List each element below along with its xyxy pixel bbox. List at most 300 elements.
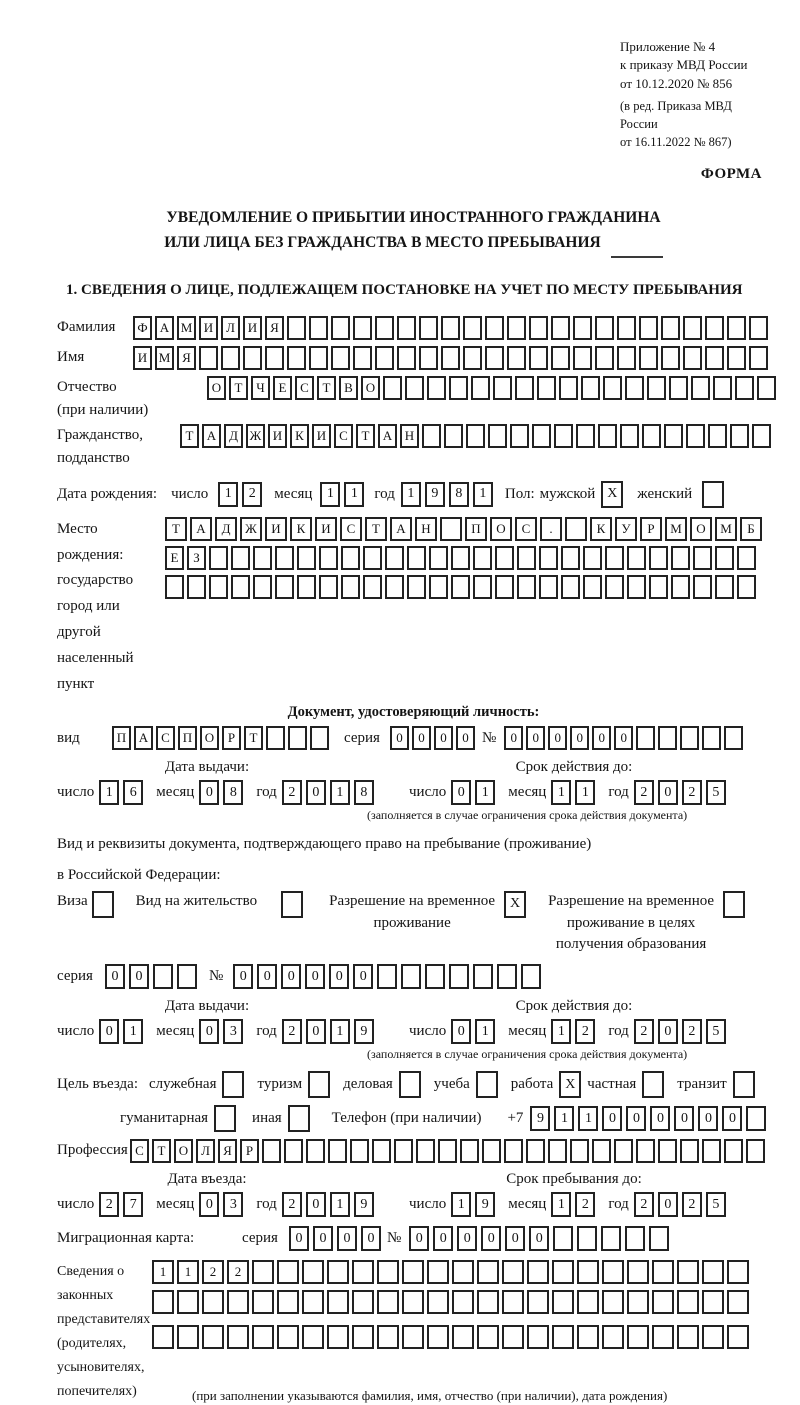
char-box[interactable] (705, 316, 724, 340)
char-box[interactable]: 1 (475, 1019, 495, 1044)
char-box[interactable]: 1 (475, 780, 495, 805)
char-box[interactable]: 2 (282, 780, 302, 805)
char-box[interactable] (680, 726, 699, 750)
char-box[interactable]: 1 (330, 780, 350, 805)
purpose-study-checkbox[interactable] (476, 1071, 498, 1098)
char-box[interactable] (352, 1260, 374, 1284)
char-box[interactable] (177, 964, 197, 989)
char-box[interactable] (592, 1139, 611, 1163)
char-box[interactable] (715, 546, 734, 570)
char-box[interactable]: 1 (551, 1019, 571, 1044)
char-box[interactable] (595, 316, 614, 340)
char-box[interactable] (577, 1260, 599, 1284)
char-box[interactable] (243, 346, 262, 370)
char-box[interactable] (554, 424, 573, 448)
char-box[interactable]: 0 (99, 1019, 119, 1044)
char-box[interactable] (737, 546, 756, 570)
char-box[interactable] (262, 1139, 281, 1163)
char-box[interactable]: М (155, 346, 174, 370)
char-box[interactable]: 2 (282, 1192, 302, 1217)
char-box[interactable]: 2 (634, 1192, 654, 1217)
char-box[interactable]: 0 (305, 964, 325, 989)
char-box[interactable] (253, 546, 272, 570)
char-box[interactable]: Т (229, 376, 248, 400)
char-box[interactable]: 1 (152, 1260, 174, 1284)
char-box[interactable] (652, 1325, 674, 1349)
char-box[interactable]: 0 (337, 1226, 357, 1251)
char-box[interactable] (485, 316, 504, 340)
char-box[interactable]: А (190, 517, 212, 541)
char-box[interactable]: 1 (578, 1106, 598, 1131)
char-box[interactable]: 8 (449, 482, 469, 507)
char-box[interactable]: 0 (199, 1019, 219, 1044)
char-box[interactable] (402, 1290, 424, 1314)
char-box[interactable] (749, 346, 768, 370)
char-box[interactable]: 0 (722, 1106, 742, 1131)
char-box[interactable] (627, 1290, 649, 1314)
char-box[interactable] (537, 376, 556, 400)
char-box[interactable]: З (187, 546, 206, 570)
char-box[interactable]: Я (265, 316, 284, 340)
char-box[interactable] (577, 1290, 599, 1314)
char-box[interactable] (661, 316, 680, 340)
char-box[interactable] (727, 316, 746, 340)
char-box[interactable]: 0 (353, 964, 373, 989)
char-box[interactable]: 1 (330, 1019, 350, 1044)
char-box[interactable] (617, 346, 636, 370)
char-box[interactable]: 0 (361, 1226, 381, 1251)
char-box[interactable] (605, 546, 624, 570)
char-box[interactable]: И (315, 517, 337, 541)
char-box[interactable] (419, 316, 438, 340)
char-box[interactable] (617, 316, 636, 340)
char-box[interactable] (504, 1139, 523, 1163)
char-box[interactable] (620, 424, 639, 448)
char-box[interactable] (416, 1139, 435, 1163)
char-box[interactable] (477, 1260, 499, 1284)
char-box[interactable] (377, 964, 397, 989)
char-box[interactable]: 0 (281, 964, 301, 989)
char-box[interactable] (302, 1325, 324, 1349)
char-box[interactable]: 9 (425, 482, 445, 507)
char-box[interactable]: 1 (320, 482, 340, 507)
char-box[interactable] (309, 316, 328, 340)
char-box[interactable] (353, 346, 372, 370)
char-box[interactable]: М (177, 316, 196, 340)
char-box[interactable]: 9 (530, 1106, 550, 1131)
char-box[interactable] (527, 1260, 549, 1284)
char-box[interactable]: И (133, 346, 152, 370)
char-box[interactable] (521, 964, 541, 989)
char-box[interactable]: 0 (504, 726, 523, 750)
char-box[interactable] (319, 575, 338, 599)
char-box[interactable] (724, 726, 743, 750)
char-box[interactable]: 0 (505, 1226, 525, 1251)
char-box[interactable] (265, 346, 284, 370)
sex-female-checkbox[interactable] (702, 481, 724, 508)
visa-checkbox[interactable] (92, 891, 114, 918)
char-box[interactable]: 1 (123, 1019, 143, 1044)
char-box[interactable] (576, 424, 595, 448)
char-box[interactable]: П (465, 517, 487, 541)
char-box[interactable] (209, 546, 228, 570)
char-box[interactable] (561, 546, 580, 570)
char-box[interactable] (277, 1290, 299, 1314)
char-box[interactable] (152, 1290, 174, 1314)
char-box[interactable] (401, 964, 421, 989)
char-box[interactable] (658, 1139, 677, 1163)
char-box[interactable] (532, 424, 551, 448)
char-box[interactable]: 2 (242, 482, 262, 507)
char-box[interactable] (649, 575, 668, 599)
char-box[interactable] (377, 1260, 399, 1284)
char-box[interactable]: 0 (306, 1019, 326, 1044)
char-box[interactable]: И (243, 316, 262, 340)
char-box[interactable] (485, 346, 504, 370)
edu-permit-checkbox[interactable] (723, 891, 745, 918)
char-box[interactable]: 8 (354, 780, 374, 805)
char-box[interactable] (441, 316, 460, 340)
char-box[interactable] (526, 1139, 545, 1163)
char-box[interactable] (686, 424, 705, 448)
char-box[interactable]: 1 (554, 1106, 574, 1131)
char-box[interactable]: 0 (698, 1106, 718, 1131)
char-box[interactable]: 1 (451, 1192, 471, 1217)
char-box[interactable] (463, 316, 482, 340)
char-box[interactable]: С (340, 517, 362, 541)
char-box[interactable]: 5 (706, 1019, 726, 1044)
char-box[interactable] (471, 376, 490, 400)
char-box[interactable] (165, 575, 184, 599)
char-box[interactable] (341, 546, 360, 570)
char-box[interactable] (477, 1290, 499, 1314)
char-box[interactable] (507, 346, 526, 370)
char-box[interactable] (752, 424, 771, 448)
char-box[interactable] (737, 575, 756, 599)
char-box[interactable]: 3 (223, 1019, 243, 1044)
char-box[interactable] (746, 1106, 766, 1131)
char-box[interactable]: 1 (551, 1192, 571, 1217)
purpose-humanitarian-checkbox[interactable] (214, 1105, 236, 1132)
sex-male-checkbox[interactable]: X (601, 481, 623, 508)
char-box[interactable] (209, 575, 228, 599)
char-box[interactable]: О (200, 726, 219, 750)
char-box[interactable] (708, 424, 727, 448)
char-box[interactable]: Л (221, 316, 240, 340)
char-box[interactable]: 0 (658, 1192, 678, 1217)
char-box[interactable] (649, 546, 668, 570)
char-box[interactable] (577, 1325, 599, 1349)
char-box[interactable]: Т (356, 424, 375, 448)
char-box[interactable] (746, 1139, 765, 1163)
char-box[interactable]: 0 (199, 780, 219, 805)
char-box[interactable] (570, 1139, 589, 1163)
char-box[interactable] (177, 1290, 199, 1314)
char-box[interactable]: Т (152, 1139, 171, 1163)
char-box[interactable] (385, 546, 404, 570)
char-box[interactable] (727, 1260, 749, 1284)
char-box[interactable] (573, 316, 592, 340)
char-box[interactable]: 2 (682, 1192, 702, 1217)
char-box[interactable] (517, 575, 536, 599)
char-box[interactable]: Я (177, 346, 196, 370)
char-box[interactable]: И (268, 424, 287, 448)
char-box[interactable] (583, 546, 602, 570)
char-box[interactable]: О (361, 376, 380, 400)
char-box[interactable]: Т (244, 726, 263, 750)
char-box[interactable] (727, 1290, 749, 1314)
char-box[interactable] (460, 1139, 479, 1163)
char-box[interactable]: 0 (329, 964, 349, 989)
char-box[interactable] (529, 346, 548, 370)
char-box[interactable] (702, 1260, 724, 1284)
char-box[interactable] (352, 1325, 374, 1349)
char-box[interactable]: И (265, 517, 287, 541)
char-box[interactable] (350, 1139, 369, 1163)
char-box[interactable] (287, 346, 306, 370)
char-box[interactable]: Ж (240, 517, 262, 541)
char-box[interactable] (639, 346, 658, 370)
char-box[interactable] (527, 1290, 549, 1314)
char-box[interactable] (451, 575, 470, 599)
char-box[interactable]: 0 (313, 1226, 333, 1251)
char-box[interactable]: 0 (658, 780, 678, 805)
char-box[interactable] (438, 1139, 457, 1163)
char-box[interactable] (552, 1260, 574, 1284)
char-box[interactable]: 0 (602, 1106, 622, 1131)
char-box[interactable]: М (665, 517, 687, 541)
purpose-official-checkbox[interactable] (222, 1071, 244, 1098)
char-box[interactable]: С (130, 1139, 149, 1163)
char-box[interactable]: 5 (706, 1192, 726, 1217)
purpose-private-checkbox[interactable] (642, 1071, 664, 1098)
char-box[interactable]: 5 (706, 780, 726, 805)
char-box[interactable] (510, 424, 529, 448)
char-box[interactable] (724, 1139, 743, 1163)
char-box[interactable] (488, 424, 507, 448)
char-box[interactable] (601, 1226, 621, 1251)
char-box[interactable] (757, 376, 776, 400)
char-box[interactable] (649, 1226, 669, 1251)
char-box[interactable] (647, 376, 666, 400)
char-box[interactable] (309, 346, 328, 370)
char-box[interactable]: Т (317, 376, 336, 400)
char-box[interactable]: 1 (344, 482, 364, 507)
char-box[interactable] (277, 1260, 299, 1284)
char-box[interactable] (202, 1290, 224, 1314)
char-box[interactable]: 0 (409, 1226, 429, 1251)
char-box[interactable] (466, 424, 485, 448)
char-box[interactable]: 7 (123, 1192, 143, 1217)
char-box[interactable] (253, 575, 272, 599)
char-box[interactable]: С (515, 517, 537, 541)
char-box[interactable]: 0 (451, 780, 471, 805)
char-box[interactable]: Т (365, 517, 387, 541)
purpose-work-checkbox[interactable]: X (559, 1071, 581, 1098)
char-box[interactable] (664, 424, 683, 448)
char-box[interactable]: В (339, 376, 358, 400)
char-box[interactable] (735, 376, 754, 400)
char-box[interactable]: 0 (481, 1226, 501, 1251)
char-box[interactable] (727, 346, 746, 370)
char-box[interactable] (680, 1139, 699, 1163)
char-box[interactable] (705, 346, 724, 370)
char-box[interactable] (702, 1325, 724, 1349)
char-box[interactable] (502, 1325, 524, 1349)
char-box[interactable] (639, 316, 658, 340)
char-box[interactable] (429, 575, 448, 599)
char-box[interactable]: А (378, 424, 397, 448)
char-box[interactable]: 1 (401, 482, 421, 507)
char-box[interactable]: 1 (473, 482, 493, 507)
char-box[interactable] (515, 376, 534, 400)
char-box[interactable]: Ж (246, 424, 265, 448)
char-box[interactable]: 0 (233, 964, 253, 989)
char-box[interactable] (677, 1290, 699, 1314)
char-box[interactable] (636, 1139, 655, 1163)
char-box[interactable]: 0 (526, 726, 545, 750)
char-box[interactable] (327, 1290, 349, 1314)
char-box[interactable]: 0 (129, 964, 149, 989)
char-box[interactable] (749, 316, 768, 340)
char-box[interactable]: У (615, 517, 637, 541)
char-box[interactable]: 2 (575, 1019, 595, 1044)
char-box[interactable]: Я (218, 1139, 237, 1163)
char-box[interactable] (287, 316, 306, 340)
char-box[interactable]: О (490, 517, 512, 541)
char-box[interactable] (463, 346, 482, 370)
char-box[interactable] (275, 575, 294, 599)
char-box[interactable] (427, 1290, 449, 1314)
char-box[interactable]: 1 (575, 780, 595, 805)
char-box[interactable] (573, 346, 592, 370)
char-box[interactable] (252, 1290, 274, 1314)
char-box[interactable]: П (112, 726, 131, 750)
char-box[interactable] (539, 546, 558, 570)
char-box[interactable] (383, 376, 402, 400)
char-box[interactable] (377, 1290, 399, 1314)
char-box[interactable] (429, 546, 448, 570)
purpose-other-checkbox[interactable] (288, 1105, 310, 1132)
char-box[interactable] (495, 546, 514, 570)
char-box[interactable]: А (155, 316, 174, 340)
char-box[interactable] (502, 1290, 524, 1314)
char-box[interactable]: 0 (199, 1192, 219, 1217)
char-box[interactable]: Т (180, 424, 199, 448)
char-box[interactable]: 0 (674, 1106, 694, 1131)
char-box[interactable]: Н (415, 517, 437, 541)
char-box[interactable]: 0 (548, 726, 567, 750)
char-box[interactable] (319, 546, 338, 570)
char-box[interactable] (636, 726, 655, 750)
char-box[interactable] (297, 546, 316, 570)
char-box[interactable] (231, 575, 250, 599)
char-box[interactable] (402, 1260, 424, 1284)
char-box[interactable] (671, 575, 690, 599)
char-box[interactable] (552, 1290, 574, 1314)
char-box[interactable] (227, 1325, 249, 1349)
char-box[interactable]: Ф (133, 316, 152, 340)
char-box[interactable]: . (540, 517, 562, 541)
char-box[interactable] (199, 346, 218, 370)
char-box[interactable] (495, 575, 514, 599)
char-box[interactable] (702, 1139, 721, 1163)
char-box[interactable]: О (207, 376, 226, 400)
char-box[interactable] (221, 346, 240, 370)
char-box[interactable]: О (174, 1139, 193, 1163)
char-box[interactable] (482, 1139, 501, 1163)
char-box[interactable]: М (715, 517, 737, 541)
char-box[interactable] (551, 316, 570, 340)
char-box[interactable]: 0 (306, 1192, 326, 1217)
purpose-business-checkbox[interactable] (399, 1071, 421, 1098)
char-box[interactable] (625, 376, 644, 400)
char-box[interactable]: Н (400, 424, 419, 448)
char-box[interactable] (152, 1325, 174, 1349)
char-box[interactable] (652, 1290, 674, 1314)
char-box[interactable] (614, 1139, 633, 1163)
char-box[interactable]: 1 (99, 780, 119, 805)
char-box[interactable]: 2 (575, 1192, 595, 1217)
char-box[interactable]: 6 (123, 780, 143, 805)
char-box[interactable] (451, 546, 470, 570)
char-box[interactable] (727, 1325, 749, 1349)
char-box[interactable] (583, 575, 602, 599)
char-box[interactable] (275, 546, 294, 570)
char-box[interactable]: 2 (282, 1019, 302, 1044)
char-box[interactable]: 0 (456, 726, 475, 750)
char-box[interactable] (227, 1290, 249, 1314)
char-box[interactable] (517, 546, 536, 570)
char-box[interactable] (507, 316, 526, 340)
char-box[interactable] (669, 376, 688, 400)
char-box[interactable]: С (295, 376, 314, 400)
char-box[interactable] (561, 575, 580, 599)
char-box[interactable] (302, 1290, 324, 1314)
char-box[interactable] (730, 424, 749, 448)
char-box[interactable] (375, 316, 394, 340)
char-box[interactable]: 0 (412, 726, 431, 750)
char-box[interactable] (473, 546, 492, 570)
char-box[interactable]: Д (215, 517, 237, 541)
residence-permit-checkbox[interactable] (281, 891, 303, 918)
char-box[interactable] (327, 1260, 349, 1284)
char-box[interactable]: Р (222, 726, 241, 750)
char-box[interactable] (627, 1325, 649, 1349)
char-box[interactable] (394, 1139, 413, 1163)
char-box[interactable]: 1 (330, 1192, 350, 1217)
char-box[interactable] (502, 1260, 524, 1284)
char-box[interactable] (352, 1290, 374, 1314)
char-box[interactable] (375, 346, 394, 370)
char-box[interactable]: К (290, 517, 312, 541)
char-box[interactable] (407, 575, 426, 599)
char-box[interactable] (425, 964, 445, 989)
char-box[interactable]: 2 (227, 1260, 249, 1284)
char-box[interactable]: 0 (451, 1019, 471, 1044)
char-box[interactable] (377, 1325, 399, 1349)
char-box[interactable] (627, 1260, 649, 1284)
char-box[interactable] (427, 376, 446, 400)
char-box[interactable] (353, 316, 372, 340)
char-box[interactable] (397, 316, 416, 340)
char-box[interactable]: 0 (626, 1106, 646, 1131)
char-box[interactable] (441, 346, 460, 370)
char-box[interactable] (715, 575, 734, 599)
char-box[interactable] (627, 575, 646, 599)
char-box[interactable] (288, 726, 307, 750)
char-box[interactable] (277, 1325, 299, 1349)
